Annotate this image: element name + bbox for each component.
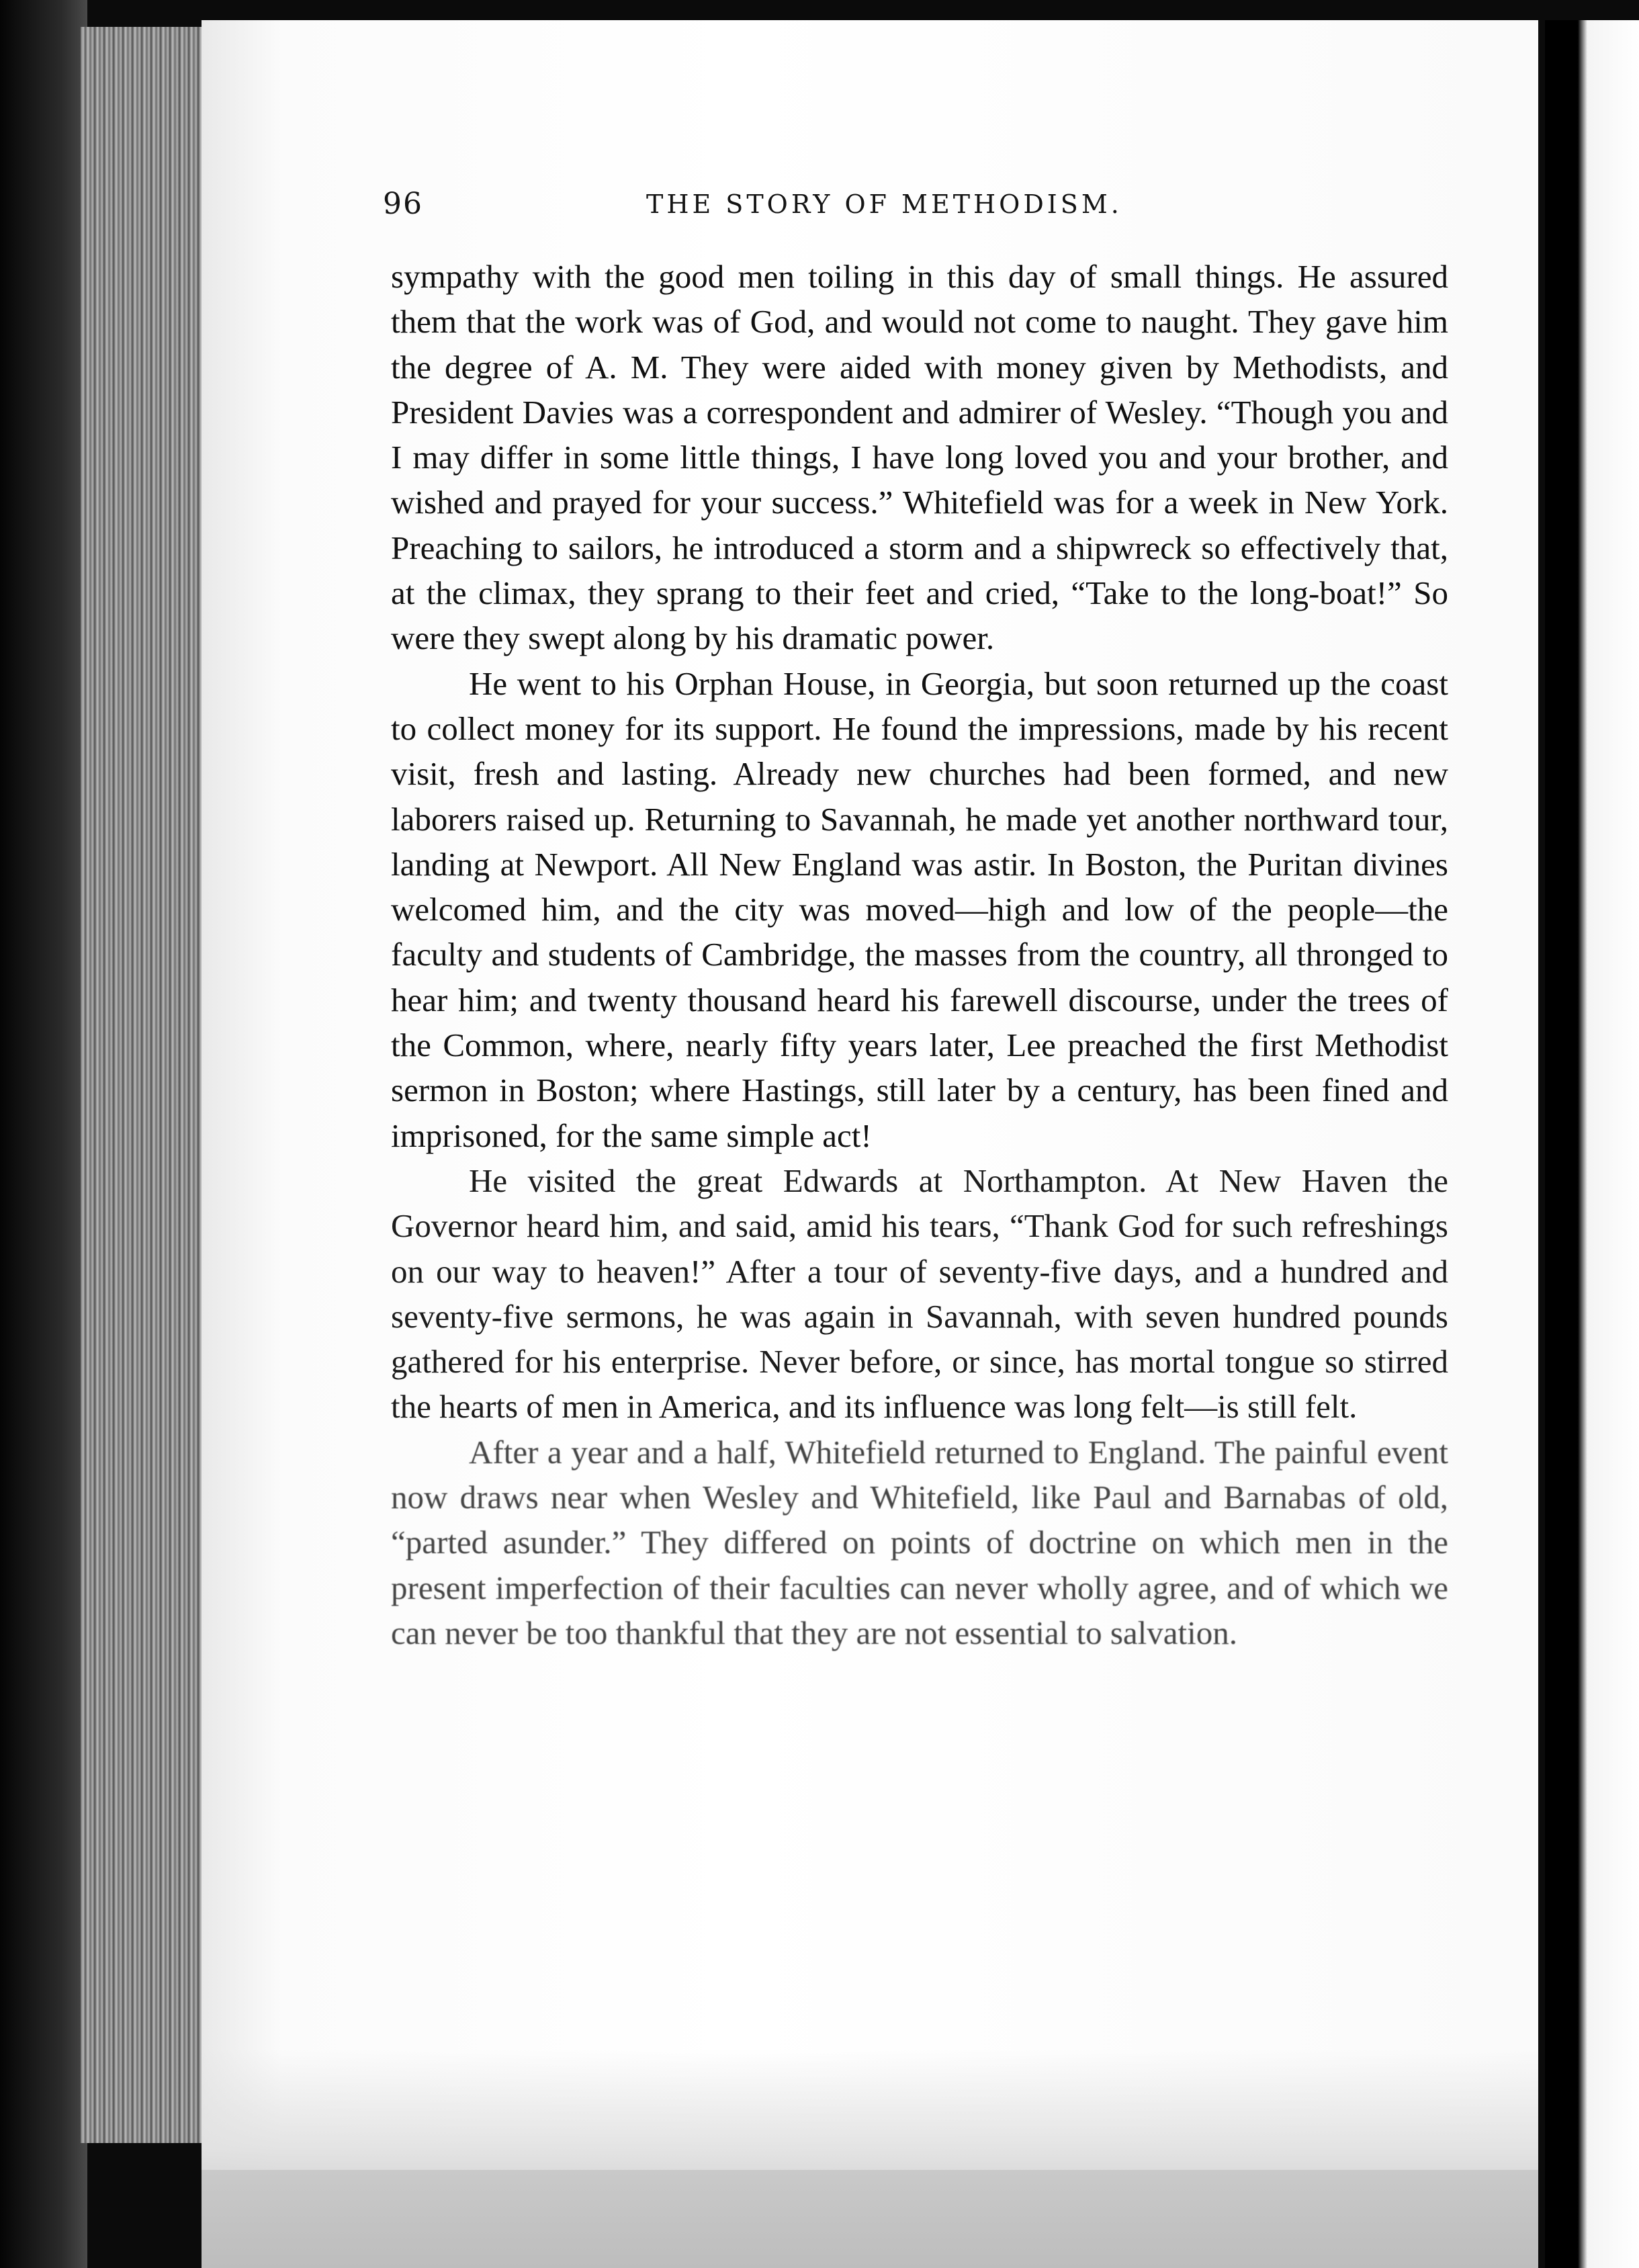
page-bottom-blur (202, 2049, 1538, 2268)
running-title: THE STORY OF METHODISM. (646, 189, 1122, 219)
body-text (391, 254, 1448, 1655)
page-number: 96 (383, 187, 423, 221)
paragraph-3: He visited the great Edwards at Northampton. At New Haven the Governor heard him, and said, amid his tears, “Thank God for such refreshings on our way to heaven!” After a tour of seventy-five days, and a hundred and seventy-five sermons, he was again in Savannah, with seven hundred pounds gathered for his enterprise. Never before, or since, has mortal tongue so stirred the hearts of men in America, and its influence was long felt—is still felt. (391, 1162, 1448, 1426)
right-page-edge (1545, 20, 1639, 2268)
paragraph-2: He went to his Orphan House, in Georgia, but soon returned up the coast to collect money for its support. He found the impressions, made by his recent visit, fresh and lasting. Already new churches had been formed, and new laborers raised up. Returning to Savannah, he made yet another northward tour, landing at Newport. All New England was astir. In Boston, the Puritan divines welcomed him, and the city was moved—high and low of the people—the faculty and students of Cambridge, the masses from the country, all thronged to hear him; and twenty thousand heard his farewell discourse, under the trees of the Common, where, nearly fifty years later, Lee preached the first Methodist sermon in Boston; where Hastings, still later by a century, has been fined and imprisoned, for the same simple act! (391, 664, 1448, 1154)
paragraph-1: sympathy with the good men toiling in this day of small things. He assured them that the work was of God, and would not come to naught. They gave him the degree of A. M. They were aided with money given by Methodists, and President Davies was a correspondent and admirer of Wesley. “Though you and I may differ in some little things, I have long loved you and your brother, and wished and prayed for your success.” Whitefield was for a week in New York. Preaching to sailors, he introduced a storm and a shipwreck so effectively that, at the climax, they sprang to their feet and cried, “Take to the long-boat!” So were they swept along by his dramatic power. (391, 258, 1448, 657)
binding-shadow (0, 0, 87, 2268)
paragraph-4: After a year and a half, Whitefield returned to England. The painful event now draws near when Wesley and Whitefield, like Paul and Barnabas of old, “parted asunder.” They differed on points of doctrine on which men in the present imperfection of their faculties can never wholly agree, and of which we can never be too thankful that they are not essential to salvation. (391, 1433, 1448, 1651)
page-edges-stack (81, 27, 215, 2143)
running-head (383, 187, 1444, 227)
